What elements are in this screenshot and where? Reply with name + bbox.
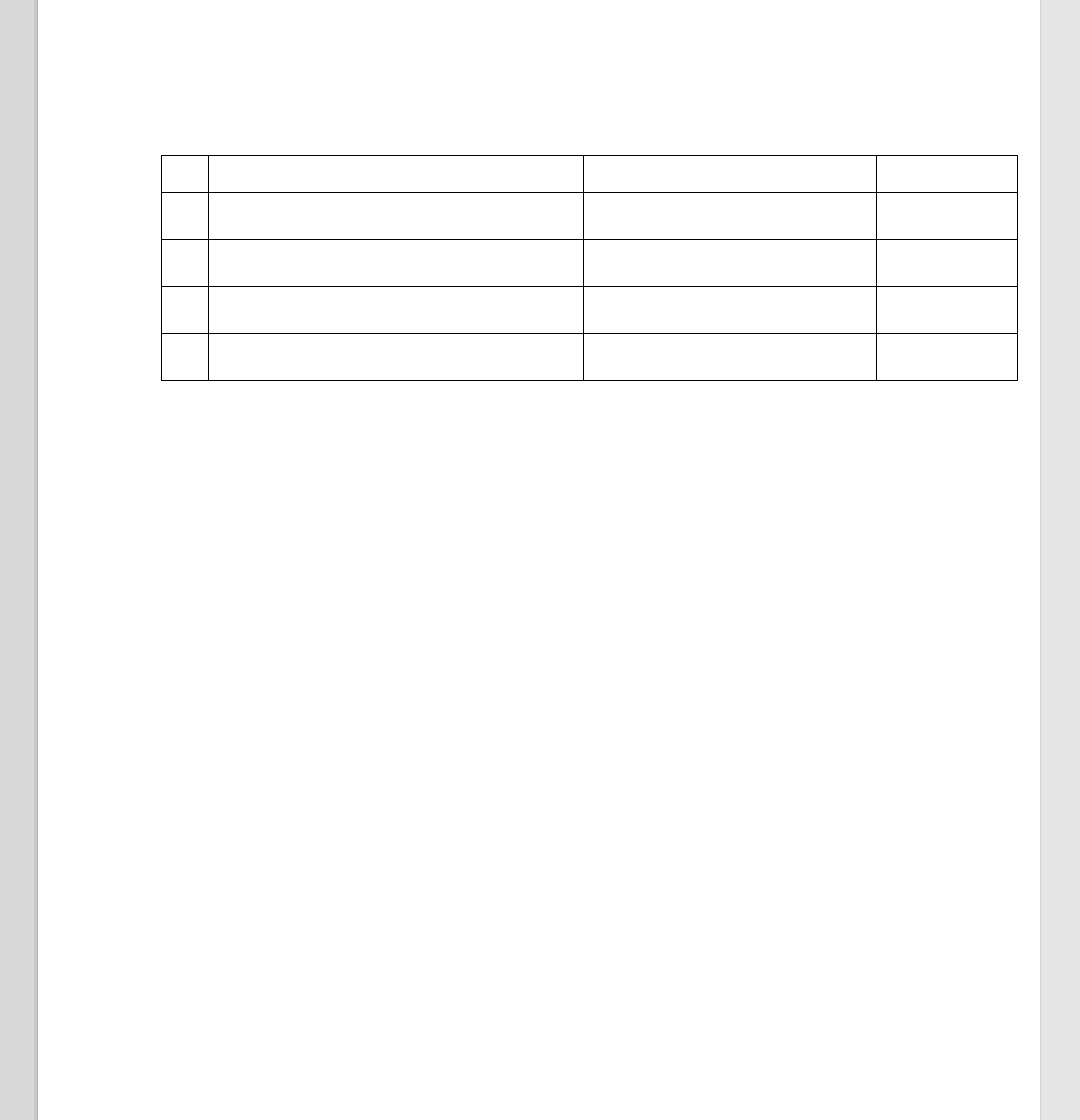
student-count xyxy=(877,240,1018,287)
table-row xyxy=(162,334,1018,381)
row-number xyxy=(162,334,209,381)
school-level xyxy=(584,334,877,381)
level-line xyxy=(584,193,876,211)
school-name xyxy=(209,193,584,240)
school-name xyxy=(209,334,584,381)
school-level xyxy=(584,287,877,334)
school-name xyxy=(209,240,584,287)
table-row xyxy=(162,287,1018,334)
level-line-secondary xyxy=(584,305,876,323)
parade-order-table xyxy=(161,155,1018,381)
row-number xyxy=(162,287,209,334)
student-count xyxy=(877,193,1018,240)
school-level xyxy=(584,193,877,240)
viewer-background-right xyxy=(1040,0,1080,1120)
level-grades xyxy=(584,194,598,210)
column-header-number xyxy=(162,156,209,193)
level-line xyxy=(584,240,876,258)
table-body xyxy=(162,193,1018,381)
column-header-school xyxy=(209,156,584,193)
level-grades-secondary xyxy=(584,306,598,322)
level-line xyxy=(584,287,876,305)
row-number xyxy=(162,240,209,287)
column-header-level xyxy=(584,156,877,193)
level-line xyxy=(584,334,876,352)
table-row xyxy=(162,193,1018,240)
table-row xyxy=(162,240,1018,287)
student-count xyxy=(877,287,1018,334)
level-grades xyxy=(584,241,602,257)
school-level xyxy=(584,240,877,287)
level-grades xyxy=(584,288,614,304)
student-count xyxy=(877,334,1018,381)
row-number xyxy=(162,193,209,240)
school-name xyxy=(209,287,584,334)
level-grades xyxy=(584,335,602,351)
table-header-row xyxy=(162,156,1018,193)
column-header-students xyxy=(877,156,1018,193)
